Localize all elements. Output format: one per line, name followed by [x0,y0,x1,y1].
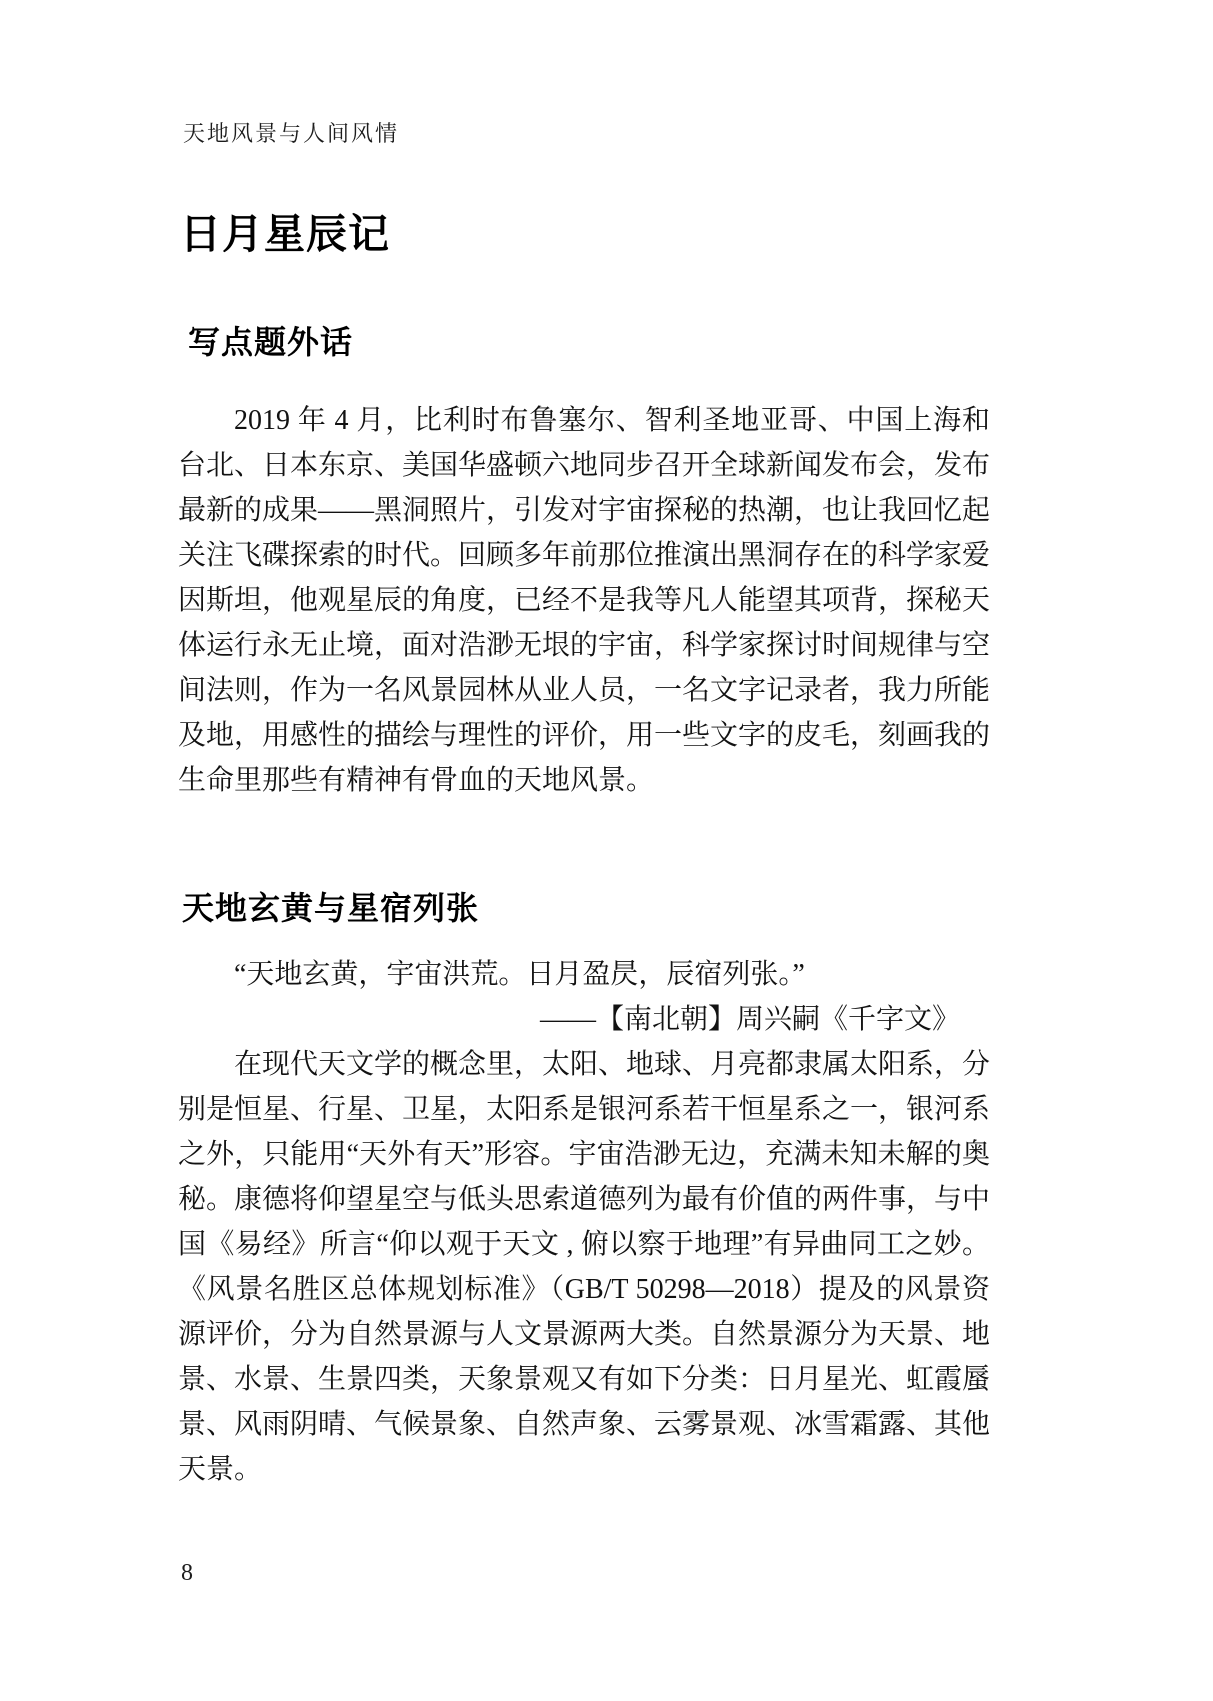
section-tiandi-body [178,952,990,1492]
paragraph-preface: 2019 年 4 月，比利时布鲁塞尔、智利圣地亚哥、中国上海和台北、日本东京、美国华盛顿六地同步召开全球新闻发布会，发布最新的成果——黑洞照片，引发对宇宙探秘的热潮，也让我回忆起关注飞碟探索的时代。回顾多年前那位推演出黑洞存在的科学家爱因斯坦，他观星辰的角度，已经不是我等凡人能望其项背，探秘天体运行永无止境，面对浩渺无垠的宇宙，科学家探讨时间规律与空间法则，作为一名风景园林从业人员，一名文字记录者，我力所能及地，用感性的描绘与理性的评价，用一些文字的皮毛，刻画我的生命里那些有精神有骨血的天地风景。 [178,405,991,796]
quote-text: “天地玄黄，宇宙洪荒。日月盈昃，辰宿列张。” [234,959,805,990]
page-number: 8 [181,1560,193,1586]
chapter-title: 日月星辰记 [180,211,390,257]
section-heading-tiandi: 天地玄黄与星宿列张 [182,890,480,926]
paragraph-tiandi: 在现代天文学的概念里，太阳、地球、月亮都隶属太阳系，分别是恒星、行星、卫星，太阳系是银河系若干恒星系之一，银河系之外，只能用“天外有天”形容。宇宙浩渺无边，充满未知未解的奥秘。康德将仰望星空与低头思索道德列为最有价值的两件事，与中国《易经》所言“仰以观于天文 , 俯以察于地理”有异曲同工之妙。《风景名胜区总体规划标准》（GB/T 50298—2018）提及的风景资源评价，分为自然景源与人文景源两大类。自然景源分为天景、地景、水景、生景四类，天象景观又有如下分类：日月星光、虹霞蜃景、风雨阴晴、气候景象、自然声象、云雾景观、冰雪霜露、其他天景。 [178,1049,991,1485]
quote-attribution: ——【南北朝】周兴嗣《千字文》 [539,1004,960,1035]
section-heading-preface: 写点题外话 [188,324,354,360]
section-preface-body [178,398,990,803]
running-header: 天地风景与人间风情 [183,121,400,146]
